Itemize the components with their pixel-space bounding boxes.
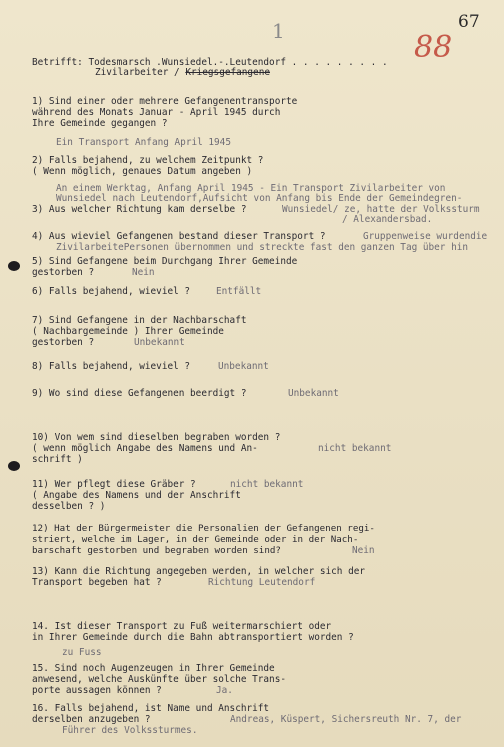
page-number: 67: [458, 12, 480, 32]
question-6: 6) Falls bejahend, wieviel ?: [32, 286, 191, 297]
answer-5: Nein: [132, 267, 155, 278]
answer-4-line2: ZivilarbeitePersonen übernommen und streckte fast den ganzen Tag über hin: [56, 242, 469, 253]
answer-3-line1: Wunsiedel/ ze, hatte der Volkssturm: [282, 204, 480, 215]
question-12-line2: striert, welche im Lager, in der Gemeinde oder in der Nach-: [32, 534, 359, 545]
question-4: 4) Aus wieviel Gefangenen bestand dieser Transport ?: [32, 231, 326, 242]
answer-4-line1: Gruppenweise wurdendie: [363, 231, 488, 242]
question-16-line1: 16. Falls bejahend, ist Name und Anschrift: [32, 703, 270, 714]
answer-9: Unbekannt: [288, 388, 339, 399]
question-15-line1: 15. Sind noch Augenzeugen in Ihrer Gemeinde: [32, 663, 275, 674]
question-13-line1: 13) Kann die Richtung angegeben werden, in welcher sich der: [32, 566, 366, 577]
question-9: 9) Wo sind diese Gefangenen beerdigt ?: [32, 388, 247, 399]
pencil-mark: 1: [272, 19, 285, 43]
question-11-line2: ( Angabe des Namens und der Anschrift: [32, 490, 241, 501]
question-15-line3: porte aussagen können ?: [32, 685, 162, 696]
question-3: 3) Aus welcher Richtung kam derselbe ?: [32, 204, 247, 215]
question-10-line2: ( wenn möglich Angabe des Namens und An-: [32, 443, 258, 454]
question-11-line3: desselben ? ): [32, 501, 106, 512]
answer-6: Entfällt: [216, 286, 262, 297]
question-13-line2: Transport begeben hat ?: [32, 577, 162, 588]
question-10-line3: schrift ): [32, 454, 83, 465]
answer-16-line2: Führer des Volkssturmes.: [62, 725, 198, 736]
answer-8: Unbekannt: [218, 361, 269, 372]
question-1-line2: während des Monats Januar - April 1945 durch: [32, 107, 281, 118]
question-10-line1: 10) Von wem sind dieselben begraben worden ?: [32, 432, 281, 443]
answer-14: zu Fuss: [62, 647, 102, 658]
question-8: 8) Falls bejahend, wieviel ?: [32, 361, 191, 372]
question-7-line2: ( Nachbargemeinde ) Ihrer Gemeinde: [32, 326, 224, 337]
question-14-line2: in Ihrer Gemeinde durch die Bahn abtransportiert worden ?: [32, 632, 354, 643]
question-11-line1: 11) Wer pflegt diese Gräber ?: [32, 479, 196, 490]
answer-12: Nein: [352, 545, 375, 556]
punch-hole-bottom: [8, 461, 20, 471]
question-1-line1: 1) Sind einer oder mehrere Gefangenentransporte: [32, 96, 298, 107]
question-15-line2: anwesend, welche Auskünfte über solche Trans-: [32, 674, 286, 685]
punch-hole-top: [8, 261, 20, 271]
header-civilian-workers: Zivilarbeiter /: [95, 67, 180, 78]
answer-13: Richtung Leutendorf: [208, 577, 316, 588]
answer-10: nicht bekannt: [318, 443, 392, 454]
question-14-line1: 14. Ist dieser Transport zu Fuß weitermarschiert oder: [32, 621, 332, 632]
question-12-line3: barschaft gestorben und begraben worden sind?: [32, 545, 281, 556]
red-pencil-mark: 88: [414, 30, 453, 65]
question-7-line1: 7) Sind Gefangene in der Nachbarschaft: [32, 315, 247, 326]
question-2-line1: 2) Falls bejahend, zu welchem Zeitpunkt ?: [32, 155, 264, 166]
question-5-line1: 5) Sind Gefangene beim Durchgang Ihrer Gemeinde: [32, 256, 298, 267]
header-subject-line2: [95, 67, 270, 78]
question-7-line3: gestorben ?: [32, 337, 95, 348]
answer-15: Ja.: [216, 685, 233, 696]
answer-16-line1: Andreas, Küspert, Sichersreuth Nr. 7, der: [230, 714, 462, 725]
header-prisoners-struck: Kriegsgefangene: [185, 67, 270, 78]
question-16-line2: derselben anzugeben ?: [32, 714, 151, 725]
answer-2-line2: Wunsiedel nach Leutendorf,Aufsicht von Anfang bis Ende der Gemeindegren-: [56, 193, 463, 204]
answer-1: Ein Transport Anfang April 1945: [56, 137, 231, 148]
question-1-line3: Ihre Gemeinde gegangen ?: [32, 118, 168, 129]
answer-7: Unbekannt: [134, 337, 185, 348]
question-2-line2: ( Wenn möglich, genaues Datum angeben ): [32, 166, 253, 177]
question-5-line2: gestorben ?: [32, 267, 95, 278]
question-12-line1: 12) Hat der Bürgermeister die Personalien der Gefangenen regi-: [32, 523, 375, 534]
header-subject: Betrifft: Todesmarsch .Wunsiedel.-.Leutendorf . . . . . . . . .: [32, 57, 388, 68]
answer-2-line1: An einem Werktag, Anfang April 1945 - Ein Transport Zivilarbeiter von: [56, 183, 446, 194]
answer-3-line2: / Alexandersbad.: [342, 214, 433, 225]
answer-11: nicht bekannt: [230, 479, 304, 490]
